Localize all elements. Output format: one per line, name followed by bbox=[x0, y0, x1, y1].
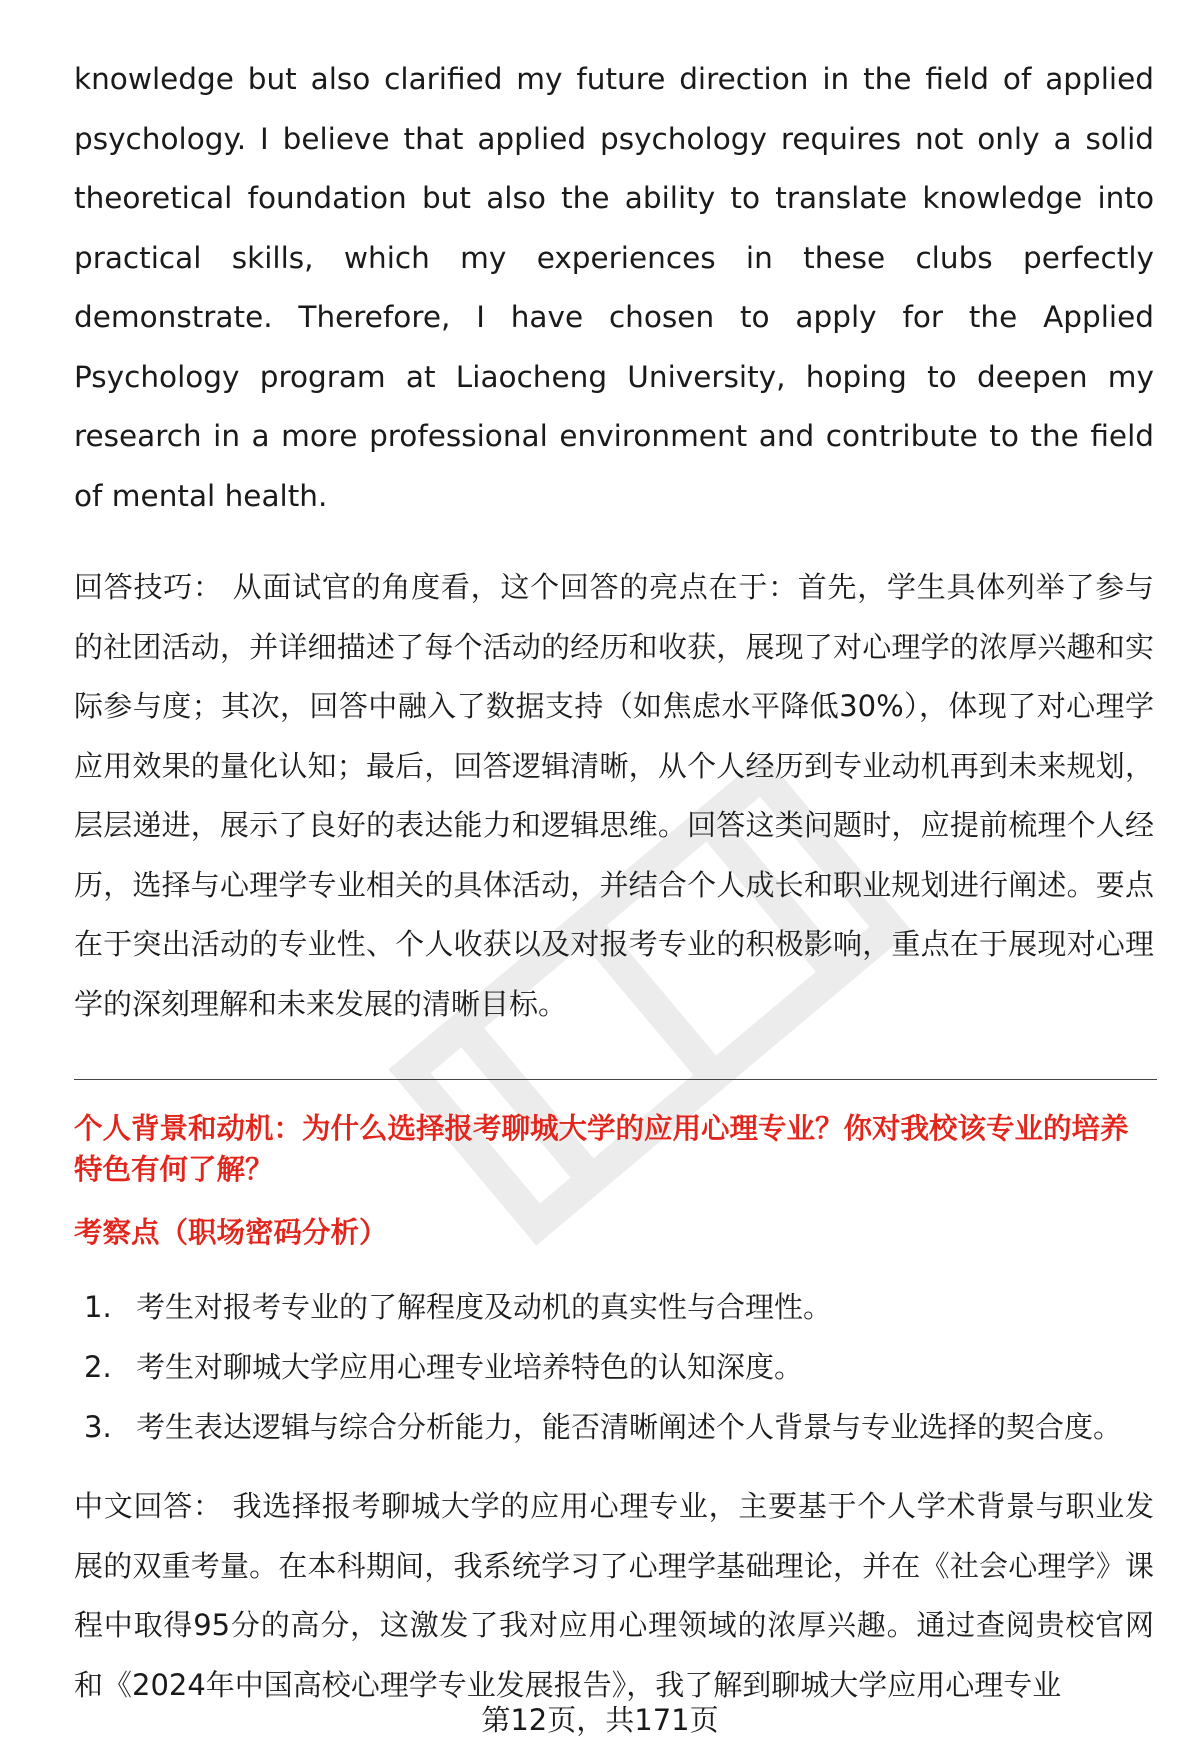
list-item bbox=[74, 1277, 1154, 1337]
answer-tips-paragraph: 回答技巧： 从面试官的角度看，这个回答的亮点在于：首先，学生具体列举了参与的社团活动，并详细描述了每个活动的经历和收获，展现了对心理学的浓厚兴趣和实际参与度；其次，回答中融入了数据支持（如焦虑水平降低30%），体现了对心理学应用效果的量化认知；最后，回答逻辑清晰，从个人经历到专业动机再到未来规划，层层递进，展示了良好的表达能力和逻辑思维。回答这类问题时，应提前梳理个人经历，选择与心理学专业相关的具体活动，并结合个人成长和职业规划进行阐述。要点在于突出活动的专业性、个人收获以及对报考专业的积极影响，重点在于展现对心理学的深刻理解和未来发展的清晰目标。 bbox=[74, 570, 1154, 1021]
assessment-heading: 考察点（职场密码分析） bbox=[74, 1216, 388, 1249]
section-divider bbox=[74, 1079, 1157, 1080]
list-item-text: 考生表达逻辑与综合分析能力，能否清晰阐述个人背景与专业选择的契合度。 bbox=[136, 1410, 1123, 1444]
list-item-number: 3. bbox=[84, 1410, 112, 1444]
list-item-number: 2. bbox=[84, 1350, 112, 1384]
document-page bbox=[74, 50, 1154, 1715]
list-item bbox=[74, 1397, 1154, 1457]
list-item-text: 考生对报考专业的了解程度及动机的真实性与合理性。 bbox=[136, 1290, 833, 1324]
list-item bbox=[74, 1337, 1154, 1397]
list-item-number: 1. bbox=[84, 1290, 112, 1324]
intro-paragraph-en: knowledge but also clarified my future direction in the field of applied psychology. I believe that applied psychology requires not only a solid theoretical foundation but also the ability to translate knowledge into practical skills, which my experiences in these clubs perfectly demonstrate. Therefore, I have chosen to apply for the Applied Psychology program at Liaocheng University, hoping to deepen my research in a more professional environment and contribute to the field of mental health. bbox=[74, 62, 1154, 513]
list-item-text: 考生对聊城大学应用心理专业培养特色的认知深度。 bbox=[136, 1350, 804, 1384]
chinese-answer-paragraph: 中文回答： 我选择报考聊城大学的应用心理专业，主要基于个人学术背景与职业发展的双重考量。在本科期间，我系统学习了心理学基础理论，并在《社会心理学》课程中取得95分的高分，这激发了我对应用心理领域的浓厚兴趣。通过查阅贵校官网和《2024年中国高校心理学专业发展报告》，我了解到聊城大学应用心理专业 bbox=[74, 1489, 1154, 1702]
page-footer: 第12页，共171页 bbox=[481, 1703, 719, 1737]
assessment-points-list bbox=[74, 1277, 1154, 1457]
question-heading: 个人背景和动机：为什么选择报考聊城大学的应用心理专业？你对我校该专业的培养特色有何了解？ bbox=[74, 1112, 1129, 1186]
